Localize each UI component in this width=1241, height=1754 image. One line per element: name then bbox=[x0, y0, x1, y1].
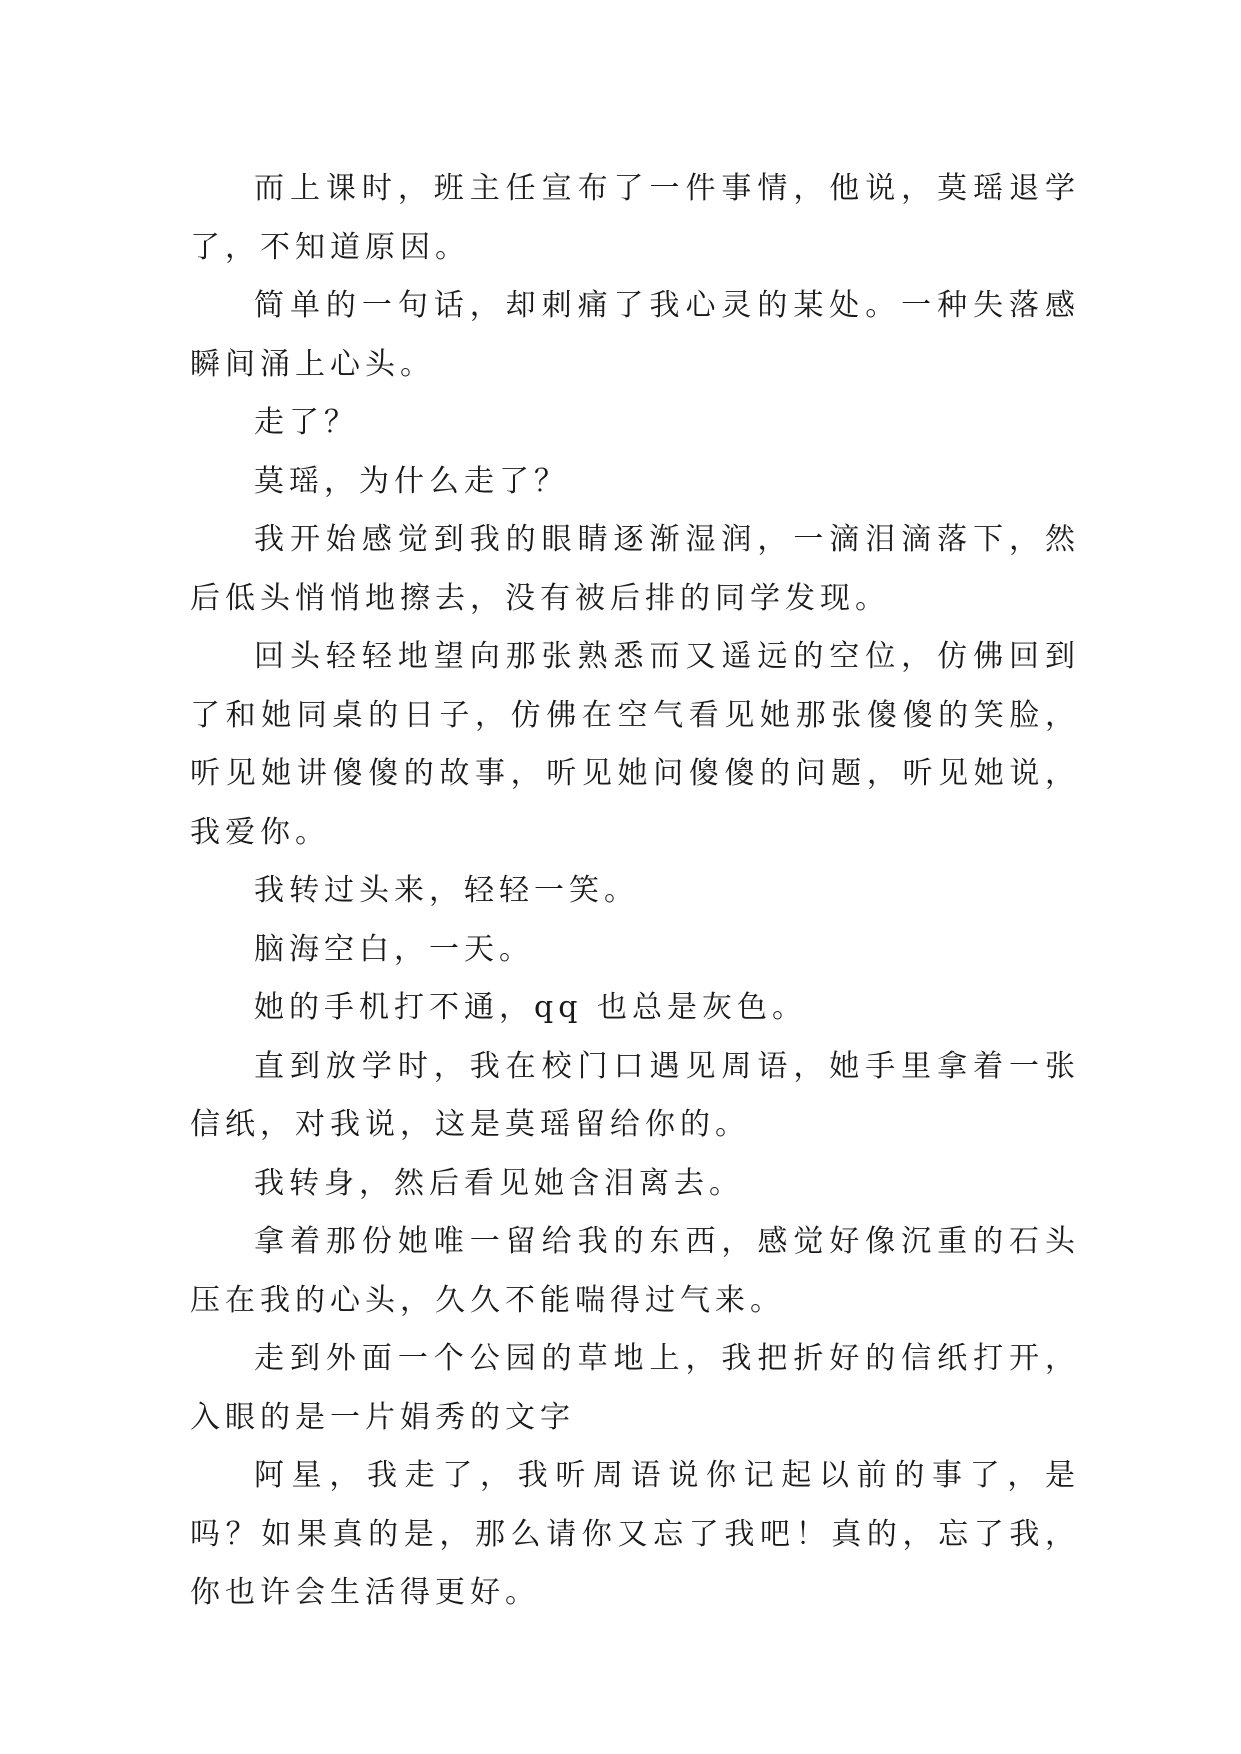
paragraph-3: 走了？ bbox=[254, 405, 359, 440]
paragraph-5: 我开始感觉到我的眼睛逐渐湿润，一滴泪滴落下，然后低头悄悄地擦去，没有被后排的同学发现。 bbox=[190, 522, 1080, 616]
paragraph-9: 她的手机打不通，qq 也总是灰色。 bbox=[254, 990, 807, 1025]
paragraph-10: 直到放学时，我在校门口遇见周语，她手里拿着一张信纸，对我说，这是莫瑶留给你的。 bbox=[190, 1048, 1080, 1142]
paragraph-11: 我转身，然后看见她含泪离去。 bbox=[254, 1165, 744, 1201]
paragraph-6: 回头轻轻地望向那张熟悉而又遥远的空位，仿佛回到了和她同桌的日子，仿佛在空气看见她那张傻傻的笑脸，听见她讲傻傻的故事，听见她问傻傻的问题，听见她说，我爱你。 bbox=[190, 639, 1080, 850]
paragraph-2: 简单的一句话，却刺痛了我心灵的某处。一种失落感瞬间涌上心头。 bbox=[190, 288, 1080, 382]
paragraph-8: 脑海空白，一天。 bbox=[254, 931, 534, 967]
paragraph-1: 而上课时，班主任宣布了一件事情，他说，莫瑶退学了，不知道原因。 bbox=[190, 171, 1080, 265]
paragraph-14: 阿星，我走了，我听周语说你记起以前的事了，是吗？如果真的是，那么请你又忘了我吧！真的，忘了我，你也许会生活得更好。 bbox=[190, 1458, 1080, 1610]
paragraph-4: 莫瑶，为什么走了？ bbox=[254, 463, 569, 499]
paragraph-13: 走到外面一个公园的草地上，我把折好的信纸打开，入眼的是一片娟秀的文字 bbox=[190, 1341, 1080, 1435]
paragraph-12: 拿着那份她唯一留给我的东西，感觉好像沉重的石头压在我的心头，久久不能喘得过气来。 bbox=[190, 1224, 1080, 1318]
paragraph-7: 我转过头来，轻轻一笑。 bbox=[254, 873, 639, 908]
document-body bbox=[190, 160, 1080, 1623]
